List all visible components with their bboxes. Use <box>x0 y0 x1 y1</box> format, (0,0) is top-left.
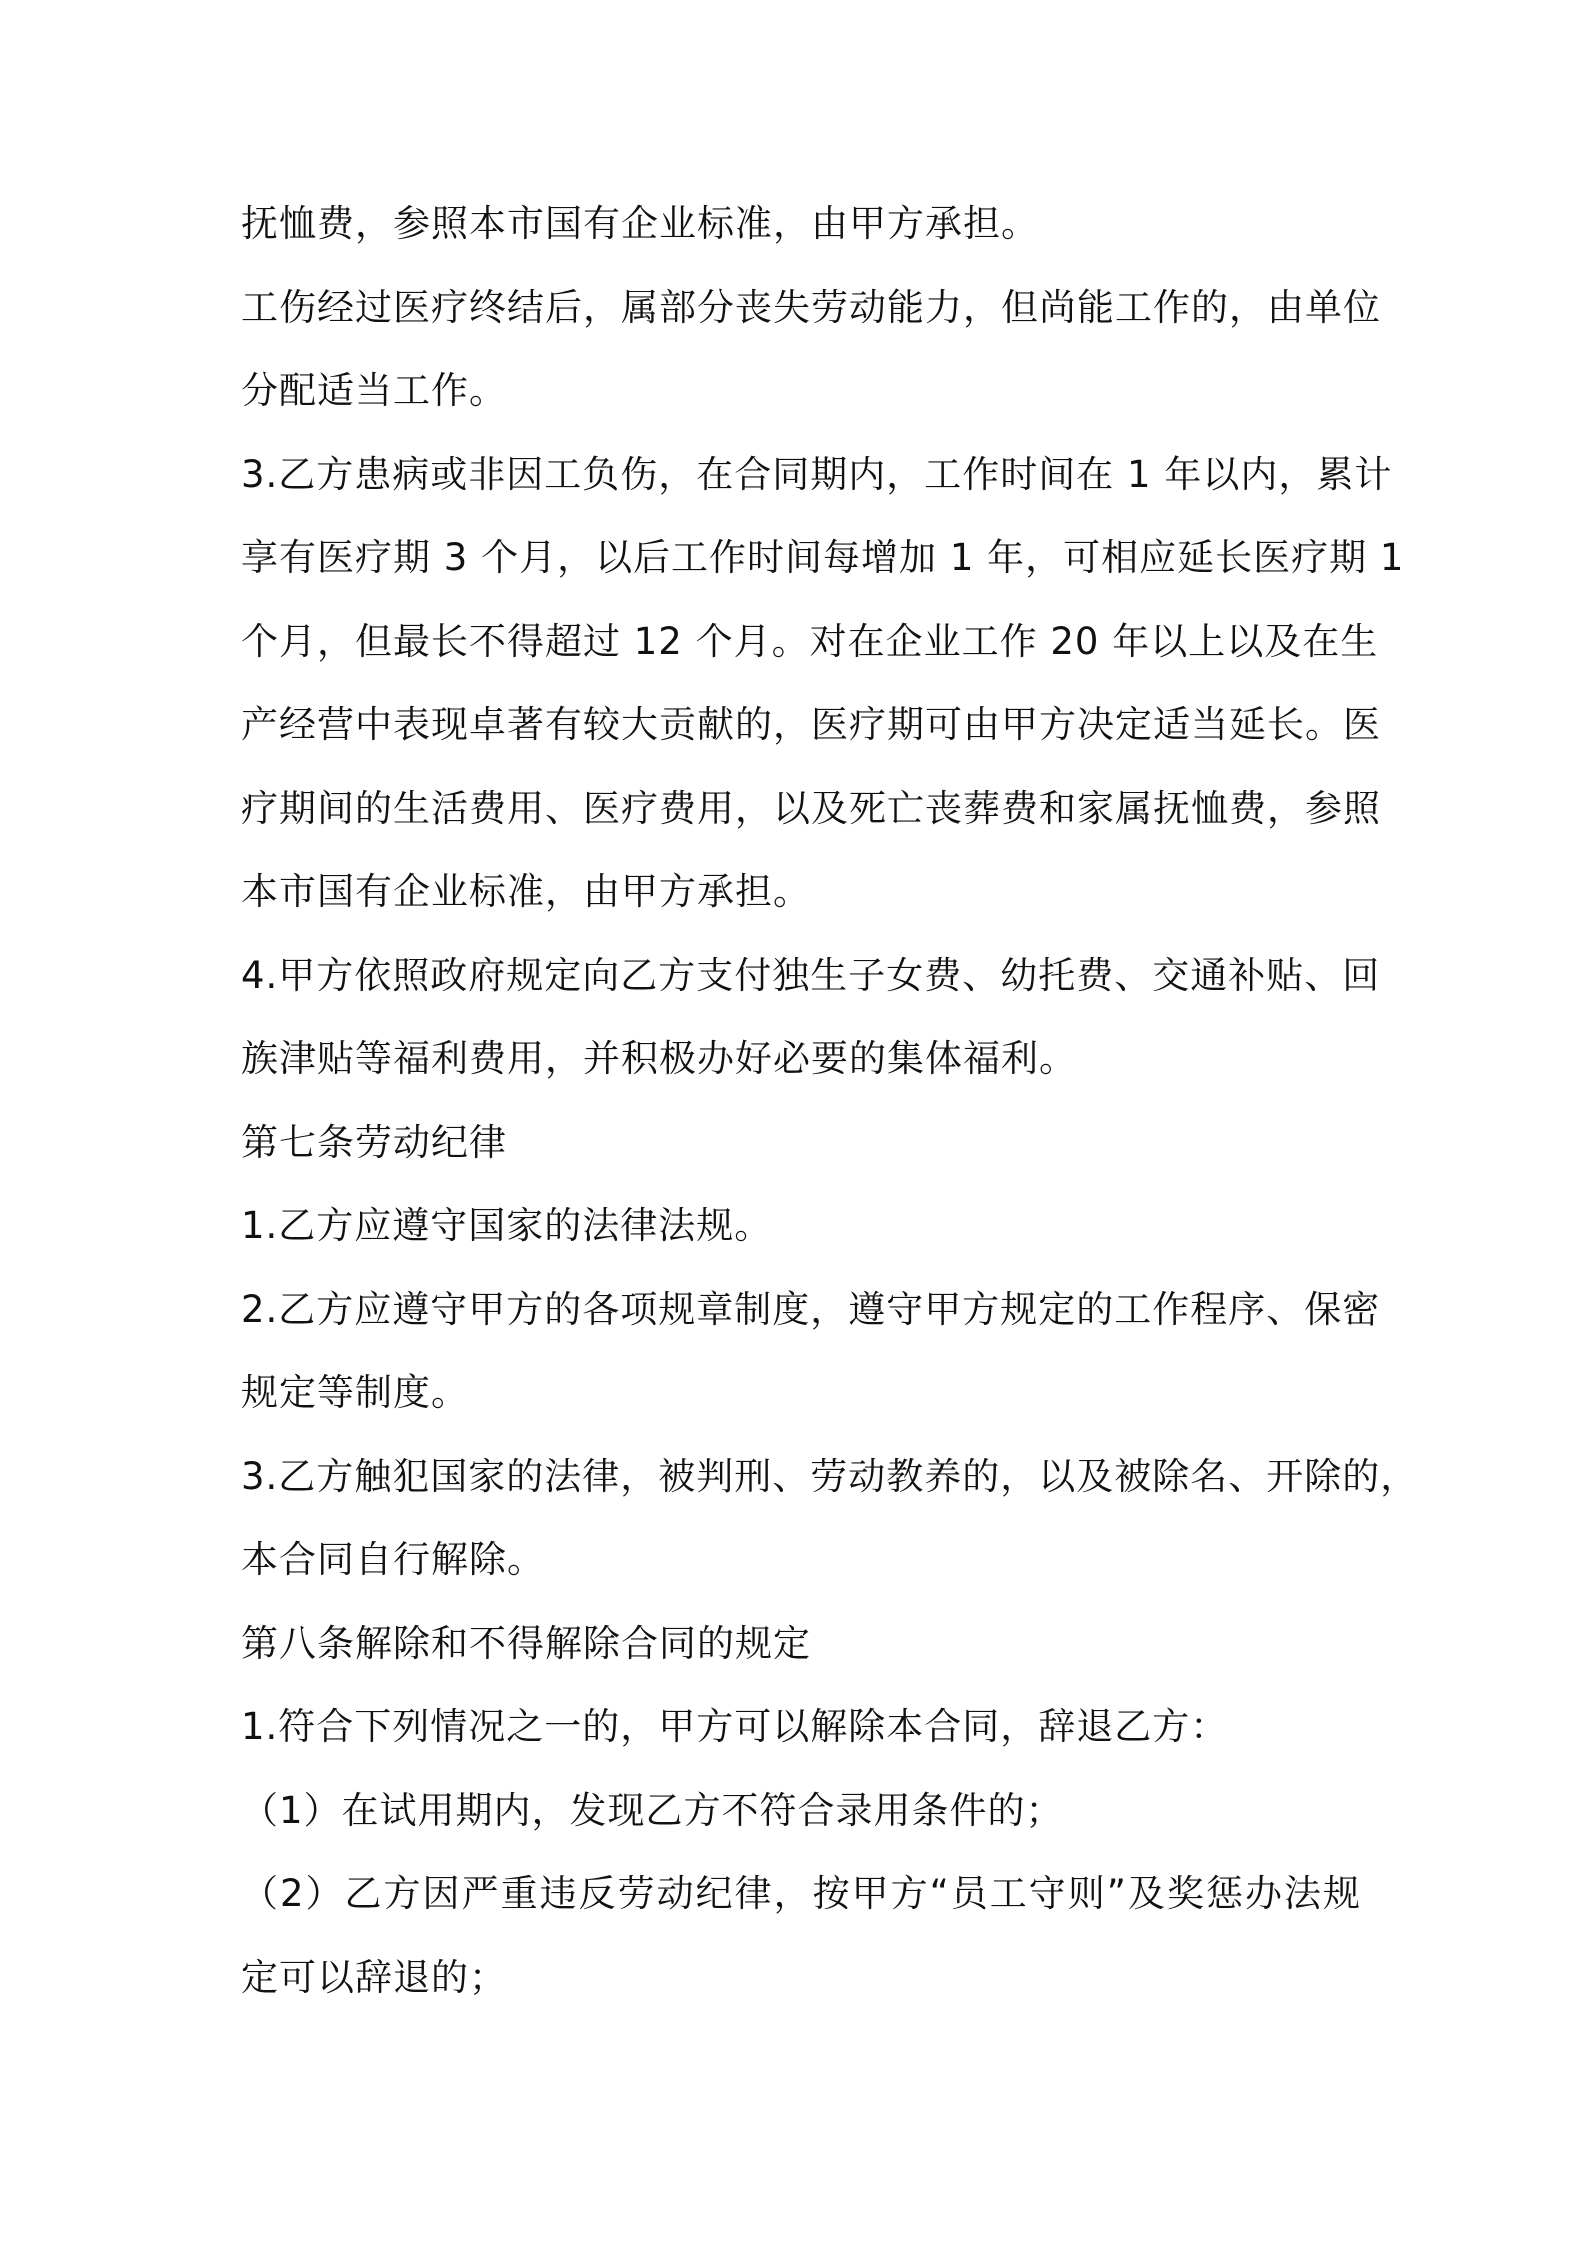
text-line: 产经营中表现卓著有较大贡献的，医疗期可由甲方决定适当延长。医 <box>241 703 1381 746</box>
text-line: 个月，但最长不得超过 12 个月。对在企业工作 20 年以上以及在生 <box>241 619 1379 663</box>
text-line: 3.乙方患病或非因工负伤，在合同期内，工作时间在 1 年以内，累计 <box>241 452 1393 496</box>
text-line: 享有医疗期 3 个月，以后工作时间每增加 1 年，可相应延长医疗期 1 <box>241 536 1405 579</box>
document-body <box>241 196 1419 2033</box>
text-line: 1.符合下列情况之一的，甲方可以解除本合同，辞退乙方： <box>241 1705 1229 1748</box>
text-line: 族津贴等福利费用，并积极办好必要的集体福利。 <box>241 1037 1077 1080</box>
text-line: （1）在试用期内，发现乙方不符合录用条件的； <box>241 1788 1064 1832</box>
text-line: 抚恤费，参照本市国有企业标准，由甲方承担。 <box>241 202 1039 245</box>
text-line: 规定等制度。 <box>241 1371 469 1414</box>
text-line: 本市国有企业标准，由甲方承担。 <box>241 870 811 913</box>
section-heading: 第七条劳动纪律 <box>241 1120 507 1164</box>
text-line: 定可以辞退的； <box>241 1955 507 1999</box>
text-line: 1.乙方应遵守国家的法律法规。 <box>241 1204 773 1247</box>
text-line: 2.乙方应遵守甲方的各项规章制度，遵守甲方规定的工作程序、保密 <box>241 1287 1381 1331</box>
text-line: 疗期间的生活费用、医疗费用，以及死亡丧葬费和家属抚恤费，参照 <box>241 786 1381 830</box>
text-line: 4.甲方依照政府规定向乙方支付独生子女费、幼托费、交通补贴、回 <box>241 953 1381 997</box>
section-heading: 第八条解除和不得解除合同的规定 <box>241 1621 811 1665</box>
text-line: 3.乙方触犯国家的法律，被判刑、劳动教养的，以及被除名、开除的， <box>241 1454 1419 1498</box>
text-line: 本合同自行解除。 <box>241 1538 545 1581</box>
text-line: 分配适当工作。 <box>241 369 507 412</box>
text-line: （2）乙方因严重违反劳动纪律，按甲方“员工守则”及奖惩办法规 <box>241 1872 1361 1915</box>
text-line: 工伤经过医疗终结后，属部分丧失劳动能力，但尚能工作的，由单位 <box>241 285 1381 329</box>
